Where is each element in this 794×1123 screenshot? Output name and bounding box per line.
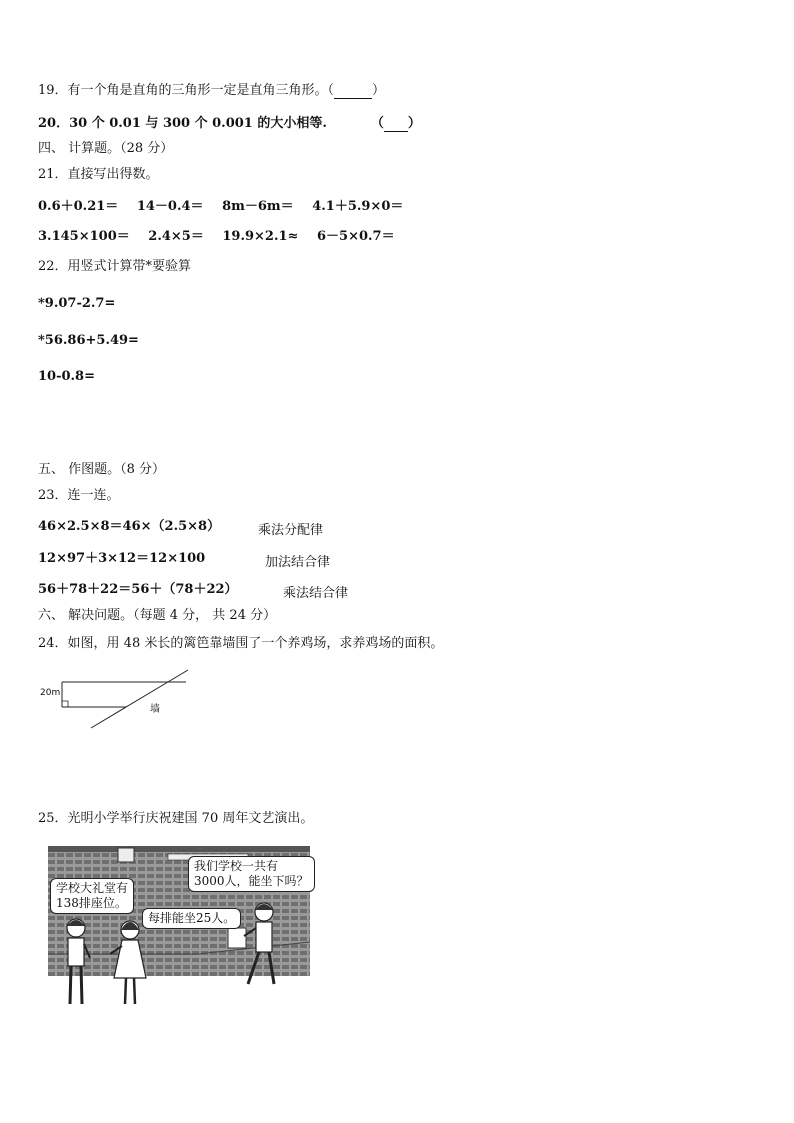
right-angle-mark (62, 701, 68, 707)
auditorium-illustration (48, 846, 310, 1012)
question-24-text: 24．如图，用 48 米长的篱笆靠墙围了一个养鸡场，求养鸡场的面积。 (38, 636, 444, 651)
question-20 (38, 116, 421, 132)
match-left-item: 46×2.5×8＝46×（2.5×8） (38, 519, 221, 534)
calc-item: 6－5×0.7＝ (316, 229, 395, 244)
match-right-item[interactable]: 乘法分配律 (258, 523, 324, 538)
section-heading-6: 六、 解决问题。（每题 4 分， 共 24 分） (38, 608, 277, 623)
wall-line (91, 670, 188, 728)
paren-open: （ (370, 116, 384, 131)
calc-item: 2.4×5＝ (148, 229, 204, 244)
speech-bubble-seat-rows (50, 878, 134, 914)
speech-bubble-question (188, 856, 315, 892)
match-right-item[interactable]: 乘法结合律 (283, 586, 349, 601)
answer-blank[interactable] (334, 86, 372, 99)
match-right-item[interactable]: 加法结合律 (265, 555, 331, 570)
question-19-text: 19．有一个角是直角的三角形一定是直角三角形。（ (38, 83, 335, 98)
bubble-line: 3000人，能坐下吗？ (194, 874, 309, 888)
side-length-label: 20m (40, 688, 61, 698)
calc-item: 19.9×2.1≈ (222, 229, 299, 244)
speech-bubble-per-row: 每排能坐25人。 (142, 908, 241, 929)
paren-close: ） (407, 116, 421, 131)
calc-item: 14－0.4＝ (136, 199, 204, 214)
vertical-calc-item: *56.86+5.49= (38, 333, 139, 348)
vertical-calc-item: 10-0.8= (38, 369, 95, 384)
question-21-title: 21．直接写出得数。 (38, 167, 159, 182)
calc-item: 4.1＋5.9×0＝ (312, 199, 404, 214)
calc-row-2 (38, 229, 409, 245)
question-22-title: 22．用竖式计算带*要验算 (38, 259, 192, 274)
question-23-title: 23．连一连。 (38, 488, 120, 503)
vertical-calc-item: *9.07-2.7= (38, 296, 116, 311)
match-left-item: 12×97＋3×12＝12×100 (38, 551, 206, 566)
bubble-line: 学校大礼堂有 (56, 881, 129, 895)
section-heading-4: 四、 计算题。（28 分） (38, 141, 174, 156)
match-left-item: 56＋78＋22＝56＋（78＋22） (38, 582, 238, 597)
chicken-farm-diagram (36, 668, 196, 732)
answer-blank[interactable] (384, 119, 408, 132)
calc-row-1 (38, 199, 417, 215)
question-25-text: 25．光明小学举行庆祝建国 70 周年文艺演出。 (38, 811, 314, 826)
paren-close: ） (372, 83, 386, 98)
section-heading-5: 五、 作图题。（8 分） (38, 462, 166, 477)
question-19 (38, 83, 385, 99)
calc-item: 3.145×100＝ (38, 229, 130, 244)
question-20-text: 20．30 个 0.01 与 300 个 0.001 的大小相等. (38, 116, 327, 131)
bubble-line: 我们学校一共有 (194, 859, 279, 873)
calc-item: 8m－6m＝ (222, 199, 294, 214)
bubble-line: 138排座位。 (56, 896, 127, 910)
calc-item: 0.6＋0.21＝ (38, 199, 119, 214)
wall-label: 墙 (150, 704, 160, 715)
